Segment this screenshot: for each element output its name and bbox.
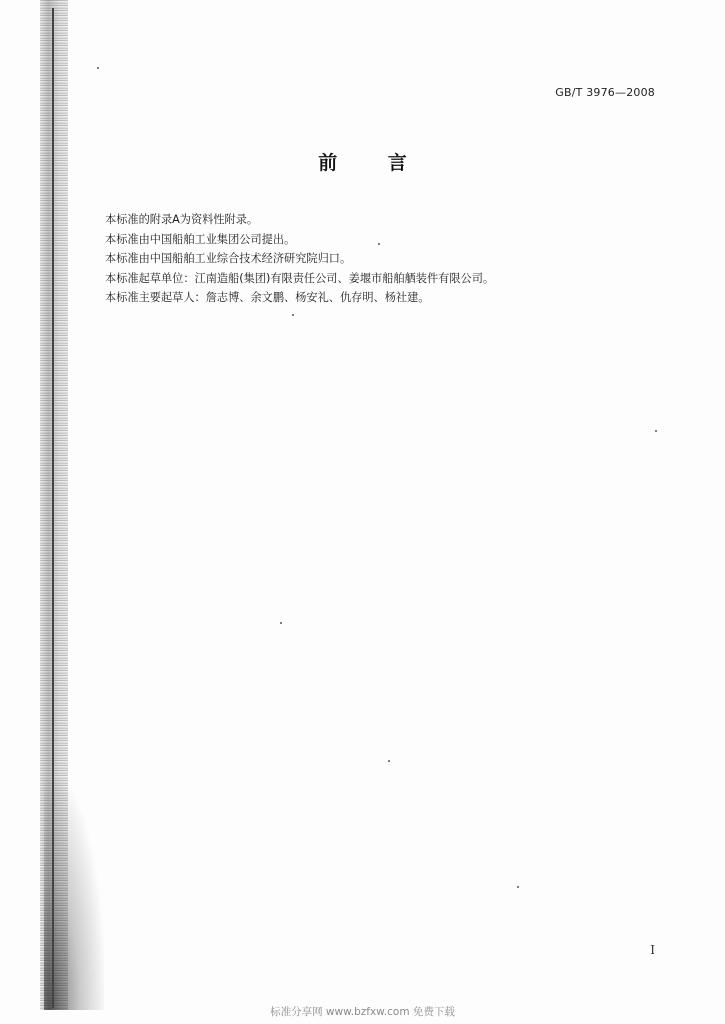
foreword-line-administrator: 本标准由中国船舶工业综合技术经济研究院归口。 xyxy=(105,252,352,265)
foreword-line-proposer: 本标准由中国船舶工业集团公司提出。 xyxy=(105,232,296,246)
foreword-line-annex: 本标准的附录A为资料性附录。 xyxy=(105,213,259,226)
scan-speck xyxy=(388,760,390,762)
foreword-line-drafting-units: 本标准起草单位：江南造船(集团)有限责任公司、姜堰市船舶舾装件有限公司。 xyxy=(105,271,495,285)
scan-speck xyxy=(292,314,294,316)
foreword-body xyxy=(105,210,665,308)
scan-speck xyxy=(378,243,380,245)
scan-speck xyxy=(97,67,99,69)
page-number: I xyxy=(650,943,655,957)
scan-speck xyxy=(517,886,519,888)
foreword-line-drafters: 本标准主要起草人：詹志博、余文鹏、杨安礼、仇存明、杨社建。 xyxy=(105,291,430,304)
standard-number: GB/T 3976—2008 xyxy=(555,86,655,99)
scan-speck xyxy=(655,430,657,432)
footer-watermark: 标准分享网 www.bzfxw.com 免费下载 xyxy=(270,1006,455,1018)
page-title: 前 言 xyxy=(318,152,429,174)
scan-speck xyxy=(280,622,282,624)
